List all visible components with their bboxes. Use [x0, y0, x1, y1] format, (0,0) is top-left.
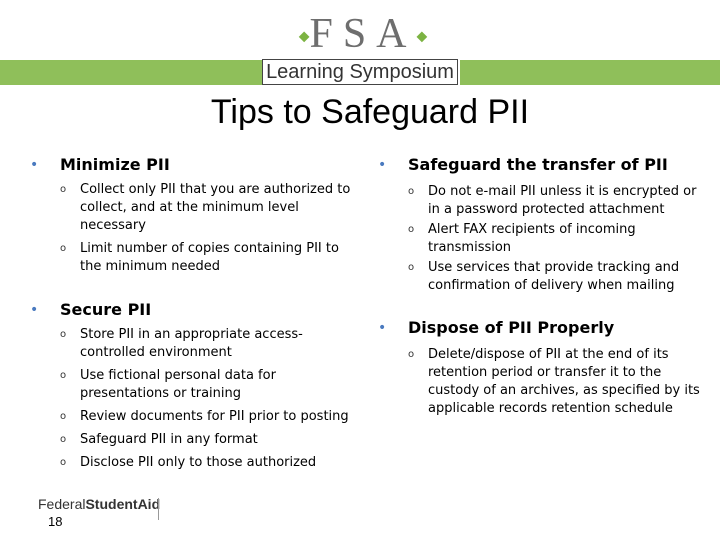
list-item — [378, 221, 708, 257]
list-item-text: Use services that provide tracking and confirmation of delivery when mailing — [428, 260, 680, 293]
diamond-icon: ◆ — [298, 29, 310, 45]
section-items — [30, 326, 360, 472]
list-item — [30, 367, 360, 403]
bullet-icon: • — [30, 302, 39, 318]
header-green-band-right — [460, 60, 720, 85]
circle-bullet-icon: o — [408, 186, 415, 197]
section-items — [378, 346, 708, 418]
circle-bullet-icon: o — [60, 184, 67, 195]
brand-student-aid: StudentAid — [85, 496, 161, 512]
fsa-logo-text: FSA — [309, 11, 417, 57]
list-item — [30, 454, 360, 472]
bullet-icon: • — [30, 157, 39, 173]
list-item-text: Use fictional personal data for presentations or training — [80, 368, 276, 401]
circle-bullet-icon: o — [60, 411, 67, 422]
section-items — [30, 181, 360, 276]
section-heading: Secure PII — [60, 300, 152, 319]
list-item — [378, 183, 708, 219]
brand-federal: Federal — [38, 496, 86, 512]
list-item — [378, 346, 708, 418]
bullet-icon: • — [378, 157, 387, 173]
learning-symposium-label: Learning Symposium — [262, 59, 458, 85]
circle-bullet-icon: o — [60, 243, 67, 254]
circle-bullet-icon: o — [60, 370, 67, 381]
circle-bullet-icon: o — [60, 329, 67, 340]
list-item-text: Alert FAX recipients of incoming transmission — [428, 222, 636, 255]
right-column-dispose — [378, 318, 708, 423]
circle-bullet-icon: o — [408, 224, 415, 235]
right-column — [378, 155, 708, 297]
page-number: 18 — [48, 514, 63, 529]
list-item-text: Collect only PII that you are authorized to collect, and at the minimum level necessary — [80, 182, 351, 233]
footer-decorative-text — [158, 498, 215, 520]
list-item — [30, 408, 360, 426]
section-minimize-pii — [30, 155, 360, 175]
left-column — [30, 155, 360, 281]
left-column-secure — [30, 300, 360, 477]
section-safeguard-transfer — [378, 155, 708, 175]
fsa-logo — [288, 10, 438, 58]
slide-title: Tips to Safeguard PII — [210, 93, 530, 131]
list-item — [30, 326, 360, 362]
list-item-text: Review documents for PII prior to posting — [80, 409, 349, 424]
list-item-text: Delete/dispose of PII at the end of its retention period or transfer it to the custody of an archives, as specified by its applicable records retention schedule — [428, 347, 700, 416]
bullet-icon: • — [378, 320, 387, 336]
circle-bullet-icon: o — [60, 434, 67, 445]
section-secure-pii — [30, 300, 360, 320]
circle-bullet-icon: o — [60, 457, 67, 468]
list-item — [378, 259, 708, 295]
list-item — [30, 431, 360, 449]
header-green-band-left — [0, 60, 262, 85]
diamond-icon: ◆ — [416, 29, 428, 45]
section-heading: Minimize PII — [60, 155, 170, 174]
section-dispose-pii — [378, 318, 708, 338]
section-heading: Safeguard the transfer of PII — [408, 155, 668, 174]
list-item-text: Safeguard PII in any format — [80, 432, 258, 447]
list-item — [30, 181, 360, 235]
list-item-text: Limit number of copies containing PII to the minimum needed — [80, 241, 339, 274]
circle-bullet-icon: o — [408, 262, 415, 273]
section-heading: Dispose of PII Properly — [408, 318, 615, 337]
list-item-text: Do not e-mail PII unless it is encrypted or in a password protected attachment — [428, 184, 697, 217]
list-item — [30, 240, 360, 276]
circle-bullet-icon: o — [408, 349, 415, 360]
list-item-text: Store PII in an appropriate access-controlled environment — [80, 327, 303, 360]
list-item-text: Disclose PII only to those authorized — [80, 455, 317, 470]
section-items — [378, 183, 708, 295]
